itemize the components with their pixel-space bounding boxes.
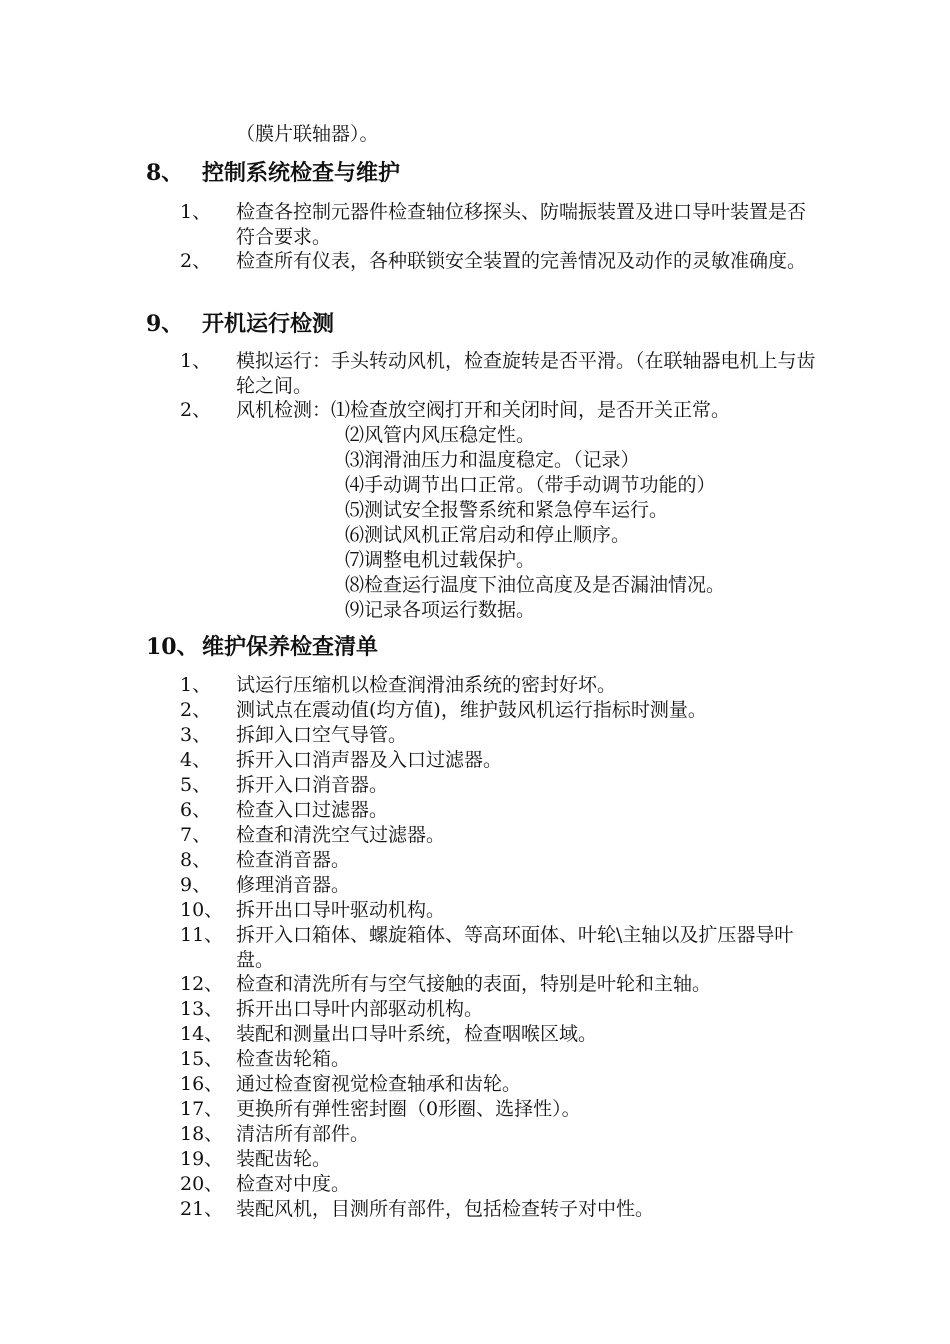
section-number: 9、 [146, 311, 184, 337]
list-item [180, 1072, 820, 1097]
item-index: 12、 [180, 973, 224, 995]
section-number: 8、 [146, 160, 184, 186]
sub-item: ⑶润滑油压力和温度稳定。（记录） [345, 449, 640, 471]
item-index: 9、 [180, 874, 212, 896]
item-text: 拆卸入口空气导管。 [236, 724, 408, 746]
item-index: 5、 [180, 774, 212, 796]
list-item [180, 1022, 820, 1047]
item-text: 通过检查窗视觉检查轴承和齿轮。 [236, 1073, 522, 1095]
list-item [180, 848, 820, 873]
list-item [180, 673, 820, 698]
list-item [180, 1197, 820, 1222]
item-index: 1、 [180, 201, 212, 223]
continuation-line: （膜片联轴器）。 [236, 123, 379, 145]
item-text: 更换所有弹性密封圈（0形圈、选择性）。 [236, 1098, 581, 1120]
item-index: 1、 [180, 674, 212, 696]
list-item [180, 748, 820, 773]
section-heading-9 [146, 309, 334, 339]
list-item [180, 1047, 820, 1072]
list-item [180, 349, 820, 399]
section-number: 10、 [146, 634, 199, 660]
list-item [180, 898, 820, 923]
item-index: 3、 [180, 724, 212, 746]
section-title: 控制系统检查与维护 [202, 160, 401, 186]
item-index: 2、 [180, 699, 212, 721]
item-text: 检查对中度。 [236, 1173, 351, 1195]
item-index: 21、 [180, 1198, 224, 1220]
list-item [180, 997, 820, 1022]
item-index: 7、 [180, 824, 212, 846]
item-text: 拆开出口导叶内部驱动机构。 [236, 998, 484, 1020]
item-text: 拆开出口导叶驱动机构。 [236, 899, 446, 921]
list-item [180, 249, 820, 274]
item-text: 检查齿轮箱。 [236, 1048, 351, 1070]
list-item [180, 200, 820, 250]
item-text: 拆开入口消音器。 [236, 774, 389, 796]
item-text: 风机检测：⑴检查放空阀打开和关闭时间，是否开关正常。 [236, 399, 731, 421]
list-item [180, 923, 820, 973]
item-index: 19、 [180, 1148, 224, 1170]
item-text: 检查和清洗空气过滤器。 [236, 824, 446, 846]
item-index: 18、 [180, 1123, 224, 1145]
item-text: 检查消音器。 [236, 849, 351, 871]
item-index: 8、 [180, 849, 212, 871]
item-index: 2、 [180, 399, 212, 421]
item-index: 6、 [180, 799, 212, 821]
list-item [180, 972, 820, 997]
item-text: 检查各控制元器件检查轴位移探头、防喘振装置及进口导叶装置是否符合要求。 [236, 201, 807, 248]
item-text: 装配风机，目测所有部件，包括检查转子对中性。 [236, 1198, 655, 1220]
item-index: 13、 [180, 998, 224, 1020]
section-title: 维护保养检查清单 [202, 634, 379, 660]
item-text: 装配和测量出口导叶系统，检查咽喉区域。 [236, 1023, 598, 1045]
list-item [180, 773, 820, 798]
item-text: 拆开入口箱体、螺旋箱体、等高环面体、叶轮\主轴以及扩压器导叶盘。 [236, 924, 794, 971]
sub-item: ⑺调整电机过载保护。 [345, 549, 536, 571]
sub-item: ⑹测试风机正常启动和停止顺序。 [345, 524, 631, 546]
item-text: 装配齿轮。 [236, 1148, 332, 1170]
sub-item: ⑼记录各项运行数据。 [345, 599, 536, 621]
sub-item: ⑵风管内风压稳定性。 [345, 424, 536, 446]
item-text: 模拟运行：手头转动风机，检查旋转是否平滑。（在联轴器电机上与齿轮之间。 [236, 350, 816, 397]
list-item [180, 723, 820, 748]
item-index: 2、 [180, 250, 212, 272]
item-text: 检查和清洗所有与空气接触的表面，特别是叶轮和主轴。 [236, 973, 712, 995]
list-item [180, 1122, 820, 1147]
list-item [180, 873, 820, 898]
list-item [180, 1147, 820, 1172]
section-title: 开机运行检测 [202, 311, 335, 337]
item-index: 16、 [180, 1073, 224, 1095]
item-index: 15、 [180, 1048, 224, 1070]
list-item [180, 823, 820, 848]
sub-item: ⑷手动调节出口正常。（带手动调节功能的） [345, 474, 716, 496]
item-index: 17、 [180, 1098, 224, 1120]
item-text: 检查所有仪表，各种联锁安全装置的完善情况及动作的灵敏准确度。 [236, 250, 807, 272]
item-index: 11、 [180, 924, 224, 946]
item-index: 4、 [180, 749, 212, 771]
item-text: 试运行压缩机以检查润滑油系统的密封好坏。 [236, 674, 617, 696]
item-text: 清洁所有部件。 [236, 1123, 370, 1145]
section-heading-10 [146, 632, 378, 662]
item-index: 1、 [180, 350, 212, 372]
sub-item: ⑻检查运行温度下油位高度及是否漏油情况。 [345, 574, 726, 596]
list-item [180, 1097, 820, 1122]
item-index: 14、 [180, 1023, 224, 1045]
item-text: 测试点在震动值(均方值)，维护鼓风机运行指标时测量。 [236, 699, 707, 721]
item-text: 检查入口过滤器。 [236, 799, 389, 821]
list-item [180, 798, 820, 823]
item-text: 拆开入口消声器及入口过滤器。 [236, 749, 503, 771]
list-item [180, 698, 820, 723]
list-item [180, 398, 860, 423]
item-text: 修理消音器。 [236, 874, 351, 896]
item-index: 20、 [180, 1173, 224, 1195]
list-item [180, 1172, 820, 1197]
section-heading-8 [146, 158, 400, 188]
item-index: 10、 [180, 899, 224, 921]
sub-item: ⑸测试安全报警系统和紧急停车运行。 [345, 499, 669, 521]
